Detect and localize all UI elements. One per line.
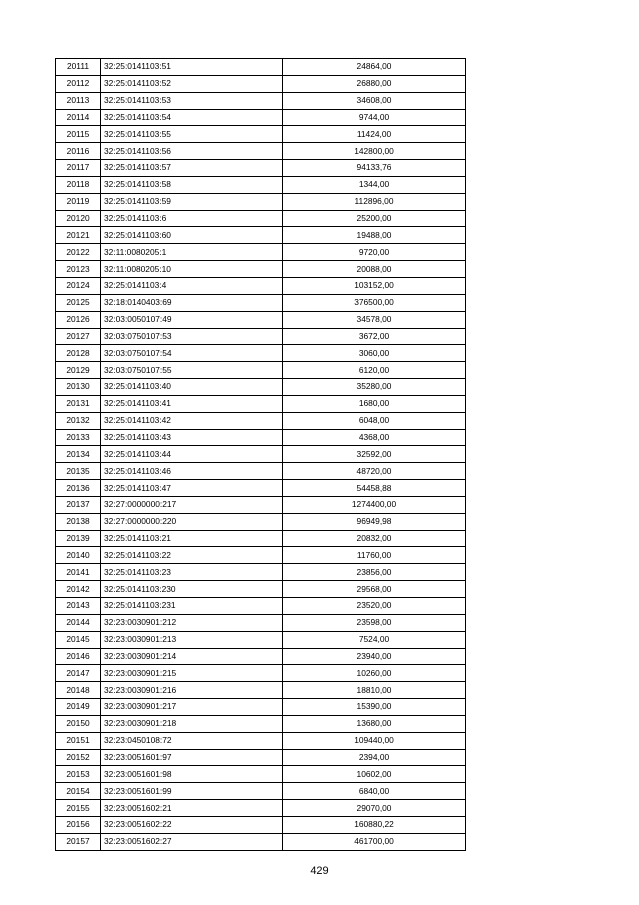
row-number-cell: 20134	[56, 446, 101, 463]
cadastral-number-cell: 32:27:0000000:217	[101, 496, 283, 513]
value-cell: 7524,00	[283, 631, 466, 648]
cadastral-number-cell: 32:25:0141103:41	[101, 395, 283, 412]
cadastral-number-cell: 32:25:0141103:44	[101, 446, 283, 463]
cadastral-number-cell: 32:25:0141103:23	[101, 564, 283, 581]
value-cell: 96949,98	[283, 513, 466, 530]
cadastral-number-cell: 32:23:0030901:212	[101, 614, 283, 631]
row-number-cell: 20149	[56, 699, 101, 716]
value-cell: 3672,00	[283, 328, 466, 345]
cadastral-number-cell: 32:25:0141103:51	[101, 59, 283, 76]
row-number-cell: 20117	[56, 160, 101, 177]
table-row	[56, 816, 466, 833]
value-cell: 23940,00	[283, 648, 466, 665]
row-number-cell: 20119	[56, 193, 101, 210]
row-number-cell: 20114	[56, 109, 101, 126]
value-cell: 10260,00	[283, 665, 466, 682]
value-cell: 29568,00	[283, 581, 466, 598]
value-cell: 11760,00	[283, 547, 466, 564]
cadastral-number-cell: 32:03:0750107:55	[101, 362, 283, 379]
table-row	[56, 732, 466, 749]
row-number-cell: 20116	[56, 143, 101, 160]
table-row	[56, 261, 466, 278]
row-number-cell: 20125	[56, 294, 101, 311]
row-number-cell: 20151	[56, 732, 101, 749]
cadastral-number-cell: 32:25:0141103:54	[101, 109, 283, 126]
table-row	[56, 463, 466, 480]
value-cell: 6840,00	[283, 783, 466, 800]
table-row	[56, 631, 466, 648]
data-table	[55, 58, 466, 851]
table-row	[56, 446, 466, 463]
row-number-cell: 20118	[56, 176, 101, 193]
value-cell: 34578,00	[283, 311, 466, 328]
row-number-cell: 20121	[56, 227, 101, 244]
value-cell: 26880,00	[283, 75, 466, 92]
cadastral-number-cell: 32:03:0750107:54	[101, 345, 283, 362]
row-number-cell: 20147	[56, 665, 101, 682]
page-number: 429	[310, 865, 329, 877]
row-number-cell: 20126	[56, 311, 101, 328]
table-row	[56, 277, 466, 294]
table-row	[56, 547, 466, 564]
row-number-cell: 20113	[56, 92, 101, 109]
table-row	[56, 783, 466, 800]
row-number-cell: 20140	[56, 547, 101, 564]
value-cell: 24864,00	[283, 59, 466, 76]
row-number-cell: 20148	[56, 682, 101, 699]
cadastral-number-cell: 32:25:0141103:58	[101, 176, 283, 193]
row-number-cell: 20122	[56, 244, 101, 261]
cadastral-number-cell: 32:03:0750107:53	[101, 328, 283, 345]
table-row	[56, 294, 466, 311]
cadastral-number-cell: 32:27:0000000:220	[101, 513, 283, 530]
row-number-cell: 20135	[56, 463, 101, 480]
value-cell: 1680,00	[283, 395, 466, 412]
row-number-cell: 20128	[56, 345, 101, 362]
value-cell: 11424,00	[283, 126, 466, 143]
cadastral-number-cell: 32:23:0051601:98	[101, 766, 283, 783]
table-row	[56, 75, 466, 92]
table-row	[56, 715, 466, 732]
row-number-cell: 20150	[56, 715, 101, 732]
value-cell: 18810,00	[283, 682, 466, 699]
row-number-cell: 20138	[56, 513, 101, 530]
table-row	[56, 665, 466, 682]
cadastral-number-cell: 32:23:0051602:21	[101, 800, 283, 817]
row-number-cell: 20157	[56, 833, 101, 850]
cadastral-number-cell: 32:25:0141103:60	[101, 227, 283, 244]
table-row	[56, 749, 466, 766]
value-cell: 13680,00	[283, 715, 466, 732]
cadastral-number-cell: 32:25:0141103:231	[101, 598, 283, 615]
cadastral-number-cell: 32:25:0141103:43	[101, 429, 283, 446]
row-number-cell: 20133	[56, 429, 101, 446]
value-cell: 142800,00	[283, 143, 466, 160]
cadastral-number-cell: 32:23:0051602:22	[101, 816, 283, 833]
value-cell: 109440,00	[283, 732, 466, 749]
value-cell: 34608,00	[283, 92, 466, 109]
table-row	[56, 699, 466, 716]
row-number-cell: 20127	[56, 328, 101, 345]
value-cell: 94133,76	[283, 160, 466, 177]
cadastral-number-cell: 32:18:0140403:69	[101, 294, 283, 311]
row-number-cell: 20155	[56, 800, 101, 817]
table-row	[56, 614, 466, 631]
row-number-cell: 20130	[56, 379, 101, 396]
row-number-cell: 20145	[56, 631, 101, 648]
table-row	[56, 395, 466, 412]
cadastral-number-cell: 32:25:0141103:40	[101, 379, 283, 396]
cadastral-number-cell: 32:23:0030901:214	[101, 648, 283, 665]
value-cell: 19488,00	[283, 227, 466, 244]
value-cell: 20088,00	[283, 261, 466, 278]
cadastral-number-cell: 32:25:0141103:53	[101, 92, 283, 109]
cadastral-number-cell: 32:25:0141103:6	[101, 210, 283, 227]
table-row	[56, 833, 466, 850]
table-row	[56, 126, 466, 143]
value-cell: 9744,00	[283, 109, 466, 126]
value-cell: 48720,00	[283, 463, 466, 480]
value-cell: 54458,88	[283, 480, 466, 497]
cadastral-number-cell: 32:25:0141103:230	[101, 581, 283, 598]
table-row	[56, 480, 466, 497]
cadastral-number-cell: 32:23:0030901:216	[101, 682, 283, 699]
value-cell: 23598,00	[283, 614, 466, 631]
cadastral-number-cell: 32:03:0050107:49	[101, 311, 283, 328]
row-number-cell: 20112	[56, 75, 101, 92]
table-row	[56, 328, 466, 345]
table-row	[56, 379, 466, 396]
value-cell: 103152,00	[283, 277, 466, 294]
row-number-cell: 20156	[56, 816, 101, 833]
row-number-cell: 20123	[56, 261, 101, 278]
table-row	[56, 496, 466, 513]
table-row	[56, 766, 466, 783]
value-cell: 15390,00	[283, 699, 466, 716]
cadastral-number-cell: 32:23:0030901:213	[101, 631, 283, 648]
value-cell: 461700,00	[283, 833, 466, 850]
cadastral-number-cell: 32:23:0030901:217	[101, 699, 283, 716]
table-row	[56, 143, 466, 160]
value-cell: 32592,00	[283, 446, 466, 463]
row-number-cell: 20111	[56, 59, 101, 76]
value-cell: 3060,00	[283, 345, 466, 362]
table-row	[56, 345, 466, 362]
table-row	[56, 362, 466, 379]
value-cell: 35280,00	[283, 379, 466, 396]
cadastral-number-cell: 32:25:0141103:21	[101, 530, 283, 547]
table-row	[56, 227, 466, 244]
table-row	[56, 176, 466, 193]
row-number-cell: 20131	[56, 395, 101, 412]
cadastral-number-cell: 32:11:0080205:10	[101, 261, 283, 278]
row-number-cell: 20146	[56, 648, 101, 665]
value-cell: 4368,00	[283, 429, 466, 446]
cadastral-number-cell: 32:25:0141103:52	[101, 75, 283, 92]
table-row	[56, 800, 466, 817]
value-cell: 29070,00	[283, 800, 466, 817]
cadastral-number-cell: 32:23:0450108:72	[101, 732, 283, 749]
cadastral-number-cell: 32:25:0141103:47	[101, 480, 283, 497]
value-cell: 10602,00	[283, 766, 466, 783]
table-row	[56, 648, 466, 665]
cadastral-number-cell: 32:23:0051602:27	[101, 833, 283, 850]
table-row	[56, 581, 466, 598]
value-cell: 23520,00	[283, 598, 466, 615]
value-cell: 112896,00	[283, 193, 466, 210]
cadastral-number-cell: 32:25:0141103:22	[101, 547, 283, 564]
cadastral-number-cell: 32:25:0141103:59	[101, 193, 283, 210]
cadastral-number-cell: 32:25:0141103:46	[101, 463, 283, 480]
value-cell: 6120,00	[283, 362, 466, 379]
cadastral-number-cell: 32:25:0141103:4	[101, 277, 283, 294]
value-cell: 20832,00	[283, 530, 466, 547]
row-number-cell: 20136	[56, 480, 101, 497]
row-number-cell: 20154	[56, 783, 101, 800]
value-cell: 160880,22	[283, 816, 466, 833]
value-cell: 1344,00	[283, 176, 466, 193]
table-row	[56, 429, 466, 446]
row-number-cell: 20120	[56, 210, 101, 227]
table-row	[56, 193, 466, 210]
cadastral-number-cell: 32:23:0030901:218	[101, 715, 283, 732]
row-number-cell: 20124	[56, 277, 101, 294]
table-row	[56, 244, 466, 261]
row-number-cell: 20153	[56, 766, 101, 783]
table-row	[56, 513, 466, 530]
row-number-cell: 20137	[56, 496, 101, 513]
row-number-cell: 20129	[56, 362, 101, 379]
row-number-cell: 20139	[56, 530, 101, 547]
row-number-cell: 20142	[56, 581, 101, 598]
cadastral-number-cell: 32:23:0051601:97	[101, 749, 283, 766]
table-row	[56, 210, 466, 227]
table-row	[56, 59, 466, 76]
row-number-cell: 20141	[56, 564, 101, 581]
cadastral-number-cell: 32:11:0080205:1	[101, 244, 283, 261]
value-cell: 9720,00	[283, 244, 466, 261]
table-row	[56, 311, 466, 328]
cadastral-number-cell: 32:25:0141103:56	[101, 143, 283, 160]
table-row	[56, 412, 466, 429]
cadastral-number-cell: 32:25:0141103:55	[101, 126, 283, 143]
table-row	[56, 564, 466, 581]
value-cell: 376500,00	[283, 294, 466, 311]
row-number-cell: 20143	[56, 598, 101, 615]
value-cell: 25200,00	[283, 210, 466, 227]
row-number-cell: 20132	[56, 412, 101, 429]
cadastral-number-cell: 32:25:0141103:42	[101, 412, 283, 429]
table-row	[56, 92, 466, 109]
table-row	[56, 598, 466, 615]
table-row	[56, 682, 466, 699]
value-cell: 6048,00	[283, 412, 466, 429]
value-cell: 2394,00	[283, 749, 466, 766]
cadastral-number-cell: 32:23:0051601:99	[101, 783, 283, 800]
row-number-cell: 20152	[56, 749, 101, 766]
value-cell: 23856,00	[283, 564, 466, 581]
table-row	[56, 530, 466, 547]
row-number-cell: 20144	[56, 614, 101, 631]
table-row	[56, 160, 466, 177]
cadastral-number-cell: 32:23:0030901:215	[101, 665, 283, 682]
table-body	[56, 59, 466, 851]
value-cell: 1274400,00	[283, 496, 466, 513]
table-row	[56, 109, 466, 126]
cadastral-number-cell: 32:25:0141103:57	[101, 160, 283, 177]
row-number-cell: 20115	[56, 126, 101, 143]
